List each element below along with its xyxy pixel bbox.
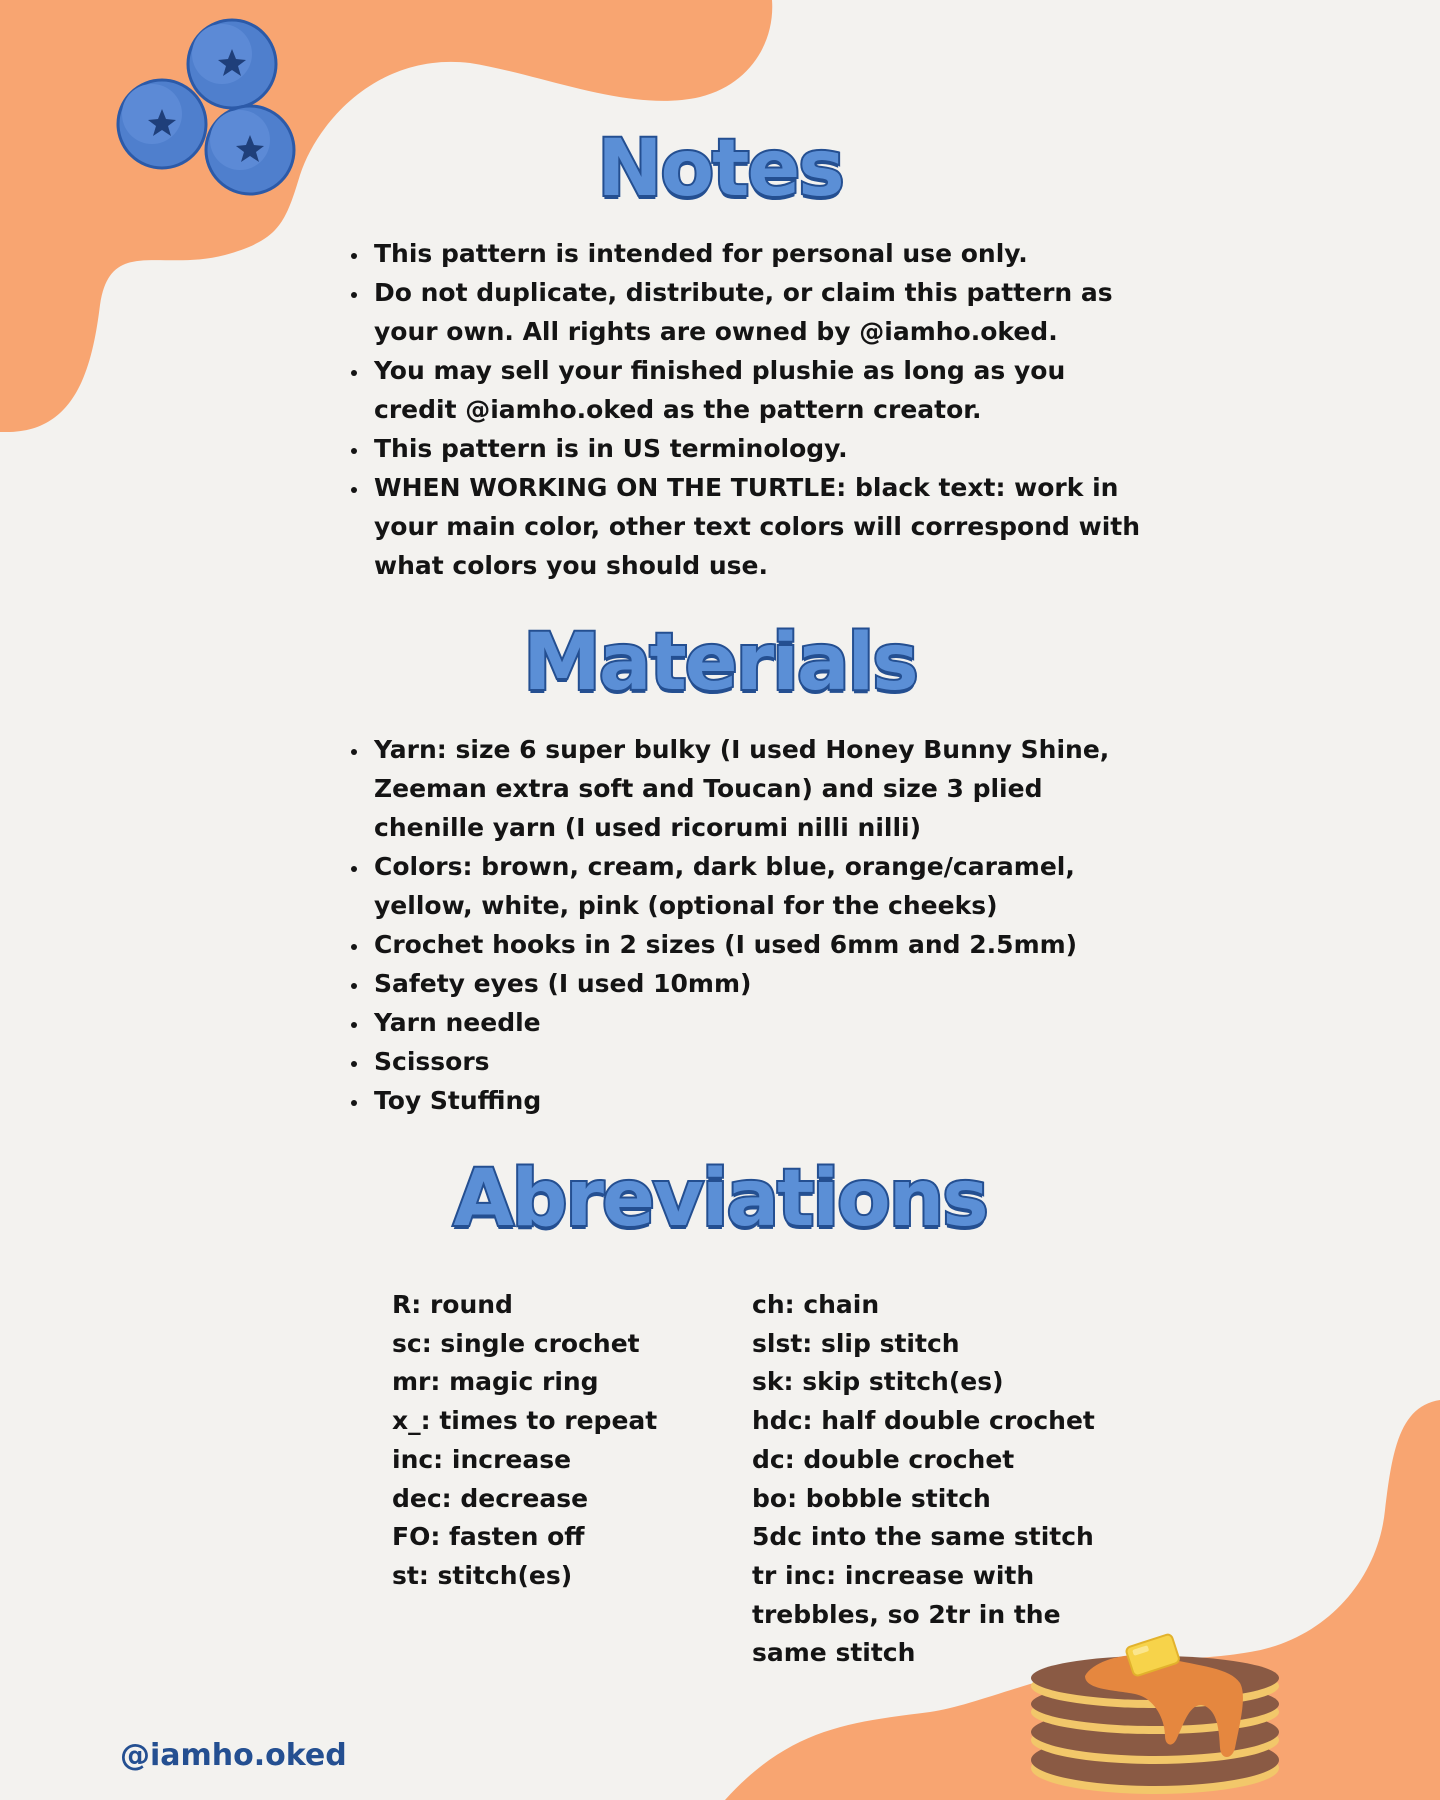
abbreviations-right-column — [752, 1286, 1095, 1673]
materials-item: • Scissors — [370, 1042, 1150, 1081]
notes-item: • You may sell your finished plushie as long as you credit @iamho.oked as the pattern creator. — [370, 351, 1150, 429]
notes-title: Notes — [597, 124, 843, 214]
abbreviation-entry: ch: chain — [752, 1290, 880, 1319]
abbreviation-entry: sc: single crochet — [392, 1328, 640, 1358]
abbreviation-entry: R: round — [392, 1290, 513, 1319]
materials-item: • Toy Stuffing — [370, 1081, 1150, 1120]
abbreviation-entry: tr inc: increase with — [752, 1560, 1035, 1590]
notes-item: • This pattern is intended for personal use only. — [370, 234, 1150, 273]
abbreviation-entry: 5dc into the same stitch — [752, 1522, 1094, 1552]
abbreviation-entry: sk: skip stitch(es) — [752, 1367, 1004, 1397]
abbreviation-entry: trebbles, so 2tr in the — [752, 1599, 1061, 1629]
notes-item: • This pattern is in US terminology. — [370, 429, 1150, 468]
abbreviation-entry: hdc: half double crochet — [752, 1406, 1095, 1436]
notes-item: • WHEN WORKING ON THE TURTLE: black text: work in your main color, other text colors will correspond with what colors you should use. — [370, 468, 1150, 585]
abbreviation-entry: x_: times to repeat — [392, 1406, 658, 1436]
abbreviation-entry: slst: slip stitch — [752, 1328, 960, 1358]
materials-item: • Safety eyes (I used 10mm) — [370, 964, 1150, 1003]
pancake-stack-icon — [1025, 1628, 1285, 1798]
abbreviations-left-column — [392, 1286, 657, 1596]
abbreviations-title: Abreviations — [453, 1154, 987, 1244]
abbreviation-entry: bo: bobble stitch — [752, 1483, 991, 1513]
materials-item: • Crochet hooks in 2 sizes (I used 6mm and 2.5mm) — [370, 925, 1150, 964]
notes-item: • Do not duplicate, distribute, or claim this pattern as your own. All rights are owned by @iamho.oked. — [370, 273, 1150, 351]
abbreviation-entry: st: stitch(es) — [392, 1560, 573, 1590]
materials-item: • Yarn needle — [370, 1003, 1150, 1042]
abbreviation-entry: dec: decrease — [392, 1483, 589, 1513]
abbreviation-entry: FO: fasten off — [392, 1522, 585, 1552]
abbreviation-entry: dc: double crochet — [752, 1444, 1015, 1474]
materials-list — [348, 730, 1150, 1120]
abbreviation-entry: same stitch — [752, 1638, 916, 1668]
notes-list — [348, 234, 1150, 585]
author-handle: @iamho.oked — [120, 1738, 347, 1773]
abbreviation-entry: mr: magic ring — [392, 1367, 599, 1397]
materials-item: • Yarn: size 6 super bulky (I used Honey Bunny Shine, Zeeman extra soft and Toucan) and size 3 plied chenille yarn (I used ricorumi nilli nilli) — [370, 730, 1150, 847]
materials-title: Materials — [523, 618, 917, 708]
abbreviation-entry: inc: increase — [392, 1444, 572, 1474]
materials-item: • Colors: brown, cream, dark blue, orange/caramel, yellow, white, pink (optional for the cheeks) — [370, 847, 1150, 925]
